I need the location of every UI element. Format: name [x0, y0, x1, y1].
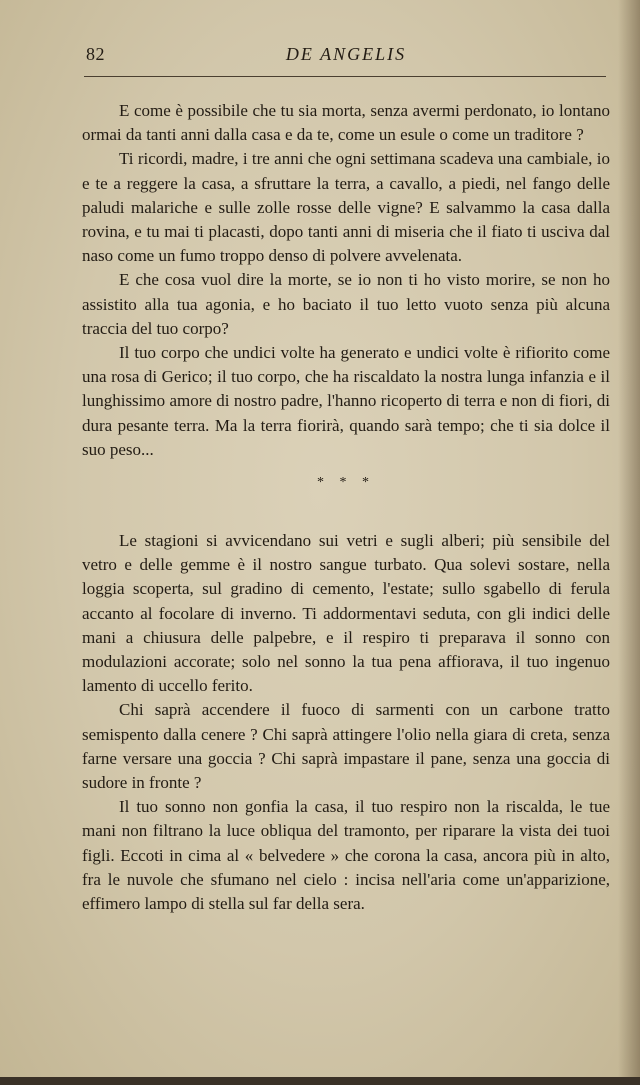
section-separator: * * * — [317, 475, 375, 491]
paragraph: E che cosa vuol dire la morte, se io non ti ho visto morire, se non ho assistito alla tua agonia, e ho baciato il tuo letto vuoto senza più alcuna traccia del tuo corpo? — [82, 270, 610, 338]
paragraph: E come è possibile che tu sia morta, senza avermi perdonato, io lontano ormai da tanti anni dalla casa e da te, come un esule o come un traditore ? — [82, 101, 610, 145]
paragraph: Ti ricordi, madre, i tre anni che ogni settimana scadeva una cambiale, io e te a reggere la casa, a sfruttare la terra, a cavallo, a piedi, nel fango delle paludi malariche e sulle zolle rosse delle vigne? E salvammo la casa dalla rovina, e tu mai ti placasti, dopo tanti anni di miseria che il fiato ti usciva dal naso come un fumo troppo denso di polvere avvelenata. — [82, 149, 610, 266]
paragraph: Il tuo sonno non gonfia la casa, il tuo respiro non la riscalda, le tue mani non filtrano la luce obliqua del tramonto, per riparare la vista dei tuoi figli. Eccoti in cima al « belvedere » che corona la casa, ancora più in alto, fra le nuvole che sfumano nel cielo : incisa nell'aria come un'apparizione, effimero lampo di stella sul far della sera. — [82, 797, 610, 914]
page-bottom-edge — [0, 1077, 640, 1085]
running-head: DE ANGELIS — [285, 44, 407, 64]
header-rule — [84, 76, 606, 77]
paragraph: Chi saprà accendere il fuoco di sarmenti con un carbone tratto semispento dalla cenere ? Chi saprà attingere l'olio nella giara di creta, senza farne versare una goccia ? Chi saprà impastare il pane, senza una goccia di sudore in fronte ? — [82, 700, 610, 793]
body-text — [82, 99, 610, 916]
page-header — [82, 44, 610, 74]
paragraph: Il tuo corpo che undici volte ha generato e undici volte è rifiorito come una rosa di Gerico; il tuo corpo, che ha riscaldato la nostra lunga infanzia e il lunghissimo amore di nostro padre, l'hanno ricoperto di terra e non di fiori, di dura pesante terra. Ma la terra fiorirà, quando sarà tempo; che ti sia dolce il suo peso... — [82, 343, 610, 459]
page-edge-shadow — [618, 0, 640, 1085]
page-number: 82 — [86, 44, 105, 64]
paragraph: Le stagioni si avvicendano sui vetri e sugli alberi; più sensibile del vetro e delle gemme è il nostro sangue turbato. Qua solevi sostare, nella loggia scoperta, sul gradino di cemento, l'estate; sullo sgabello di ferula accanto al focolare di inverno. Ti addormentavi seduta, con gli indici delle mani a chiusura delle palpebre, e il respiro ti preparava il sonno con modulazioni accorate; solo nel sonno la tua pena affiorava, il tuo ingenuo lamento di uccello ferito. — [82, 531, 610, 696]
